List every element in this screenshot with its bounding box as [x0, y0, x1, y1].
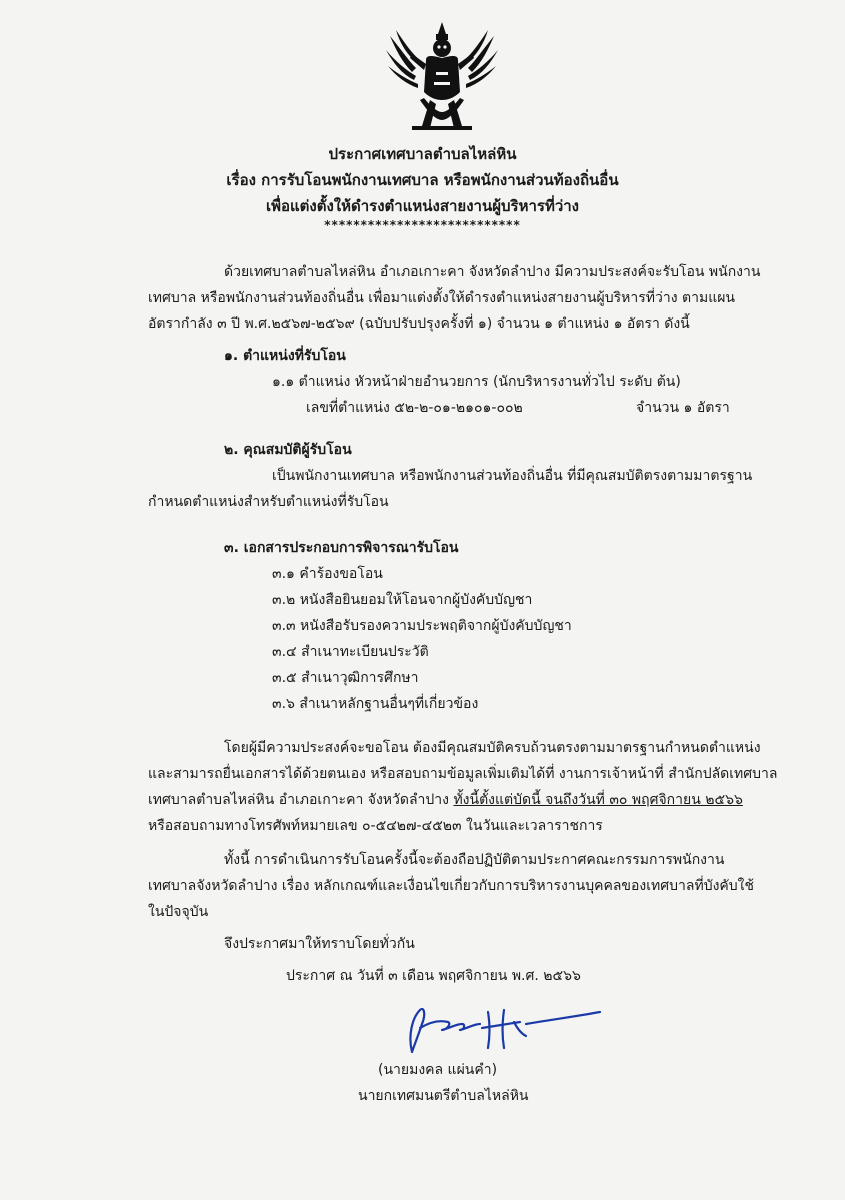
announcement-date: ประกาศ ณ วันที่ ๓ เดือน พฤศจิกายน พ.ศ. ๒๕๖๖ — [286, 968, 581, 984]
signer-title: นายกเทศมนตรีตำบลไหล่หิน — [358, 1088, 529, 1104]
paragraph-4-line-1: โดยผู้มีความประสงค์จะขอโอน ต้องมีคุณสมบัติครบถ้วนตรงตามมาตรฐานกำหนดตำแหน่ง — [224, 740, 761, 756]
paragraph-4-line-3 — [148, 790, 743, 810]
section-1-heading: ๑. ตำแหน่งที่รับโอน — [224, 348, 346, 364]
section-2-line-2: กำหนดตำแหน่งสำหรับตำแหน่งที่รับโอน — [148, 494, 389, 510]
announcement-title: ประกาศเทศบาลตำบลไหล่หิน — [328, 145, 517, 163]
document-item: ๓.๓ หนังสือรับรองความประพฤติจากผู้บังคับบัญชา — [272, 618, 572, 634]
paragraph-4-line-4: หรือสอบถามทางโทรศัพท์หมายเลข ๐-๕๔๒๗-๔๕๒๓ ในวันและเวลาราชการ — [148, 818, 603, 834]
paragraph-5-line-1: ทั้งนี้ การดำเนินการรับโอนครั้งนี้จะต้องถือปฏิบัติตามประกาศคณะกรรมการพนักงาน — [224, 852, 725, 868]
section-2-line-1: เป็นพนักงานเทศบาล หรือพนักงานส่วนท้องถิ่นอื่น ที่มีคุณสมบัติตรงตามมาตรฐาน — [272, 468, 753, 484]
subject-line-2: เพื่อแต่งตั้งให้ดำรงตำแหน่งสายงานผู้บริหารที่ว่าง — [265, 197, 580, 215]
intro-line-1: ด้วยเทศบาลตำบลไหล่หิน อำเภอเกาะคา จังหวัดลำปาง มีความประสงค์จะรับโอน พนักงาน — [224, 264, 761, 280]
signer-name: (นายมงคล แผ่นคำ) — [378, 1062, 498, 1078]
closing-statement: จึงประกาศมาให้ทราบโดยทั่วกัน — [224, 936, 415, 952]
paragraph-4-line-2: และสามารถยื่นเอกสารได้ด้วยตนเอง หรือสอบถามข้อมูลเพิ่มเติมได้ที่ งานการเจ้าหน้าที่ สำนักปลัดเทศบาล — [148, 766, 778, 782]
paragraph-4-line-3-start: เทศบาลตำบลไหล่หิน อำเภอเกาะคา จังหวัดลำปาง — [148, 792, 454, 808]
section-3-heading: ๓. เอกสารประกอบการพิจารณารับโอน — [224, 540, 459, 556]
paragraph-5-line-3: ในปัจจุบัน — [148, 904, 209, 920]
subject-line-1: เรื่อง การรับโอนพนักงานเทศบาล หรือพนักงานส่วนท้องถิ่นอื่น — [226, 171, 619, 189]
intro-line-3: อัตรากำลัง ๓ ปี พ.ศ.๒๕๖๗-๒๕๖๙ (ฉบับปรับปรุงครั้งที่ ๑) จำนวน ๑ ตำแหน่ง ๑ อัตรา ดังนี้ — [148, 316, 690, 332]
deadline-text: ทั้งนี้ตั้งแต่บัดนี้ จนถึงวันที่ ๓๐ พฤศจิกายน ๒๕๖๖ — [453, 792, 743, 808]
document-item: ๓.๔ สำเนาทะเบียนประวัติ — [272, 644, 429, 660]
signature-icon — [390, 1000, 620, 1058]
position-count: จำนวน ๑ อัตรา — [636, 400, 730, 416]
intro-line-2: เทศบาล หรือพนักงานส่วนท้องถิ่นอื่น เพื่อมาแต่งตั้งให้ดำรงตำแหน่งสายงานผู้บริหารที่ว่าง ตามแผน — [148, 290, 735, 306]
position-number: เลขที่ตำแหน่ง ๕๒-๒-๐๑-๒๑๐๑-๐๐๒ — [306, 400, 523, 416]
document-item: ๓.๕ สำเนาวุฒิการศึกษา — [272, 670, 419, 686]
document-item: ๓.๒ หนังสือยินยอมให้โอนจากผู้บังคับบัญชา — [272, 592, 533, 608]
section-1-item-1: ๑.๑ ตำแหน่ง หัวหน้าฝ่ายอำนวยการ (นักบริหารงานทั่วไป ระดับ ต้น) — [272, 374, 681, 390]
paragraph-5-line-2: เทศบาลจังหวัดลำปาง เรื่อง หลักเกณฑ์และเงื่อนไขเกี่ยวกับการบริหารงานบุคคลของเทศบาลที่บังคับใช้ — [148, 878, 755, 894]
document-item: ๓.๖ สำเนาหลักฐานอื่นๆที่เกี่ยวข้อง — [272, 696, 479, 712]
document-item: ๓.๑ คำร้องขอโอน — [272, 566, 383, 582]
section-2-heading: ๒. คุณสมบัติผู้รับโอน — [224, 442, 352, 458]
header-divider-stars: *************************** — [324, 218, 521, 232]
garuda-emblem-icon — [382, 16, 502, 138]
